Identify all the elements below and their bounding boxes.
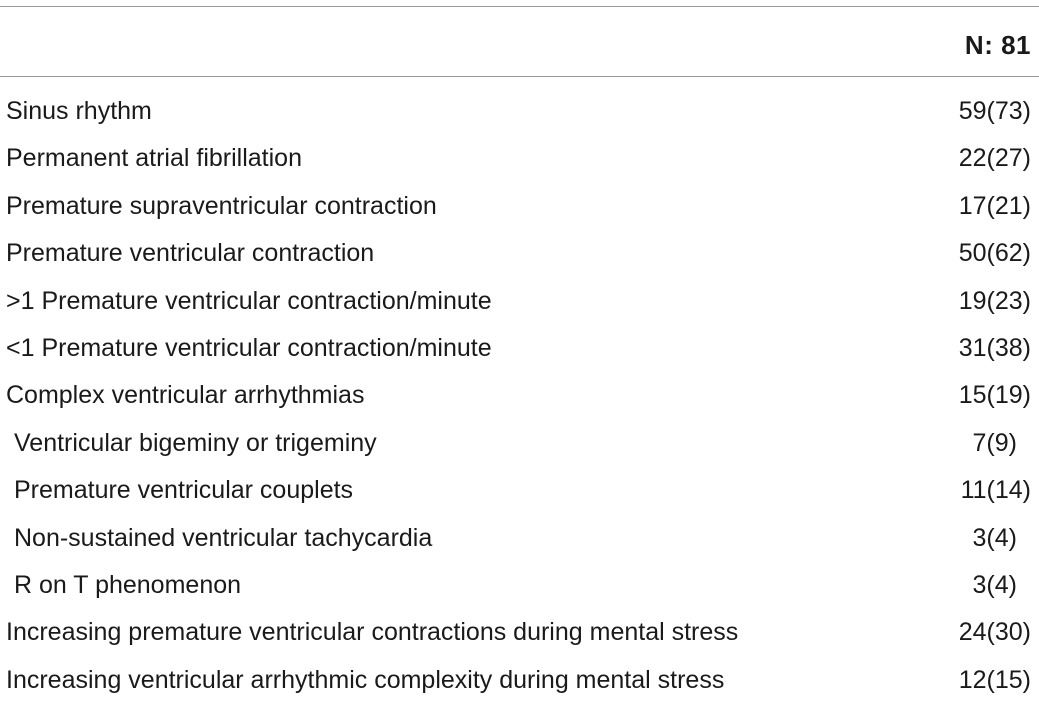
- table-row: [0, 230, 1039, 277]
- row-value: 15(19): [958, 381, 1031, 410]
- row-value: 3(4): [972, 523, 1017, 552]
- row-value: 24(30): [958, 618, 1031, 647]
- table-row: [0, 515, 1039, 562]
- table-row: [0, 657, 1039, 704]
- row-label: Increasing ventricular arrhythmic complexity during mental stress: [6, 665, 725, 694]
- row-label: Permanent atrial fibrillation: [6, 144, 302, 173]
- row-value: 22(27): [958, 144, 1031, 173]
- row-value: 11(14): [960, 476, 1031, 505]
- row-value: 3(4): [972, 570, 1017, 599]
- table-row: [0, 609, 1039, 656]
- row-label: R on T phenomenon: [14, 570, 242, 599]
- row-value: 59(73): [958, 97, 1031, 125]
- row-label: >1 Premature ventricular contraction/minute: [6, 286, 492, 315]
- row-label: Sinus rhythm: [6, 97, 152, 125]
- row-value: 17(21): [958, 191, 1031, 220]
- row-value: 12(15): [958, 665, 1031, 694]
- header-n-count: N: 81: [964, 30, 1031, 60]
- table-row: [0, 88, 1039, 135]
- row-value: 31(38): [958, 333, 1031, 362]
- table-row: [0, 325, 1039, 372]
- table-top-rule: [0, 6, 1039, 7]
- table-header-rule: [0, 76, 1039, 77]
- row-label: Premature ventricular contraction: [6, 239, 375, 268]
- table-row: [0, 467, 1039, 514]
- table-row: [0, 562, 1039, 609]
- row-label: Premature ventricular couplets: [14, 476, 354, 505]
- row-label: Increasing premature ventricular contractions during mental stress: [6, 618, 739, 647]
- row-label: <1 Premature ventricular contraction/minute: [6, 333, 492, 362]
- row-label: Complex ventricular arrhythmias: [6, 381, 365, 410]
- row-label: Non-sustained ventricular tachycardia: [14, 523, 433, 552]
- row-value: 19(23): [958, 286, 1031, 315]
- row-value: 50(62): [958, 239, 1031, 268]
- row-value: 7(9): [972, 428, 1017, 457]
- table-row: [0, 420, 1039, 467]
- table-row: [0, 135, 1039, 182]
- table-body: [0, 88, 1039, 704]
- table-header-row: [0, 30, 1039, 66]
- table-row: [0, 372, 1039, 419]
- table-row: [0, 278, 1039, 325]
- table-row: [0, 183, 1039, 230]
- row-label: Premature supraventricular contraction: [6, 191, 437, 220]
- row-label: Ventricular bigeminy or trigeminy: [14, 428, 377, 457]
